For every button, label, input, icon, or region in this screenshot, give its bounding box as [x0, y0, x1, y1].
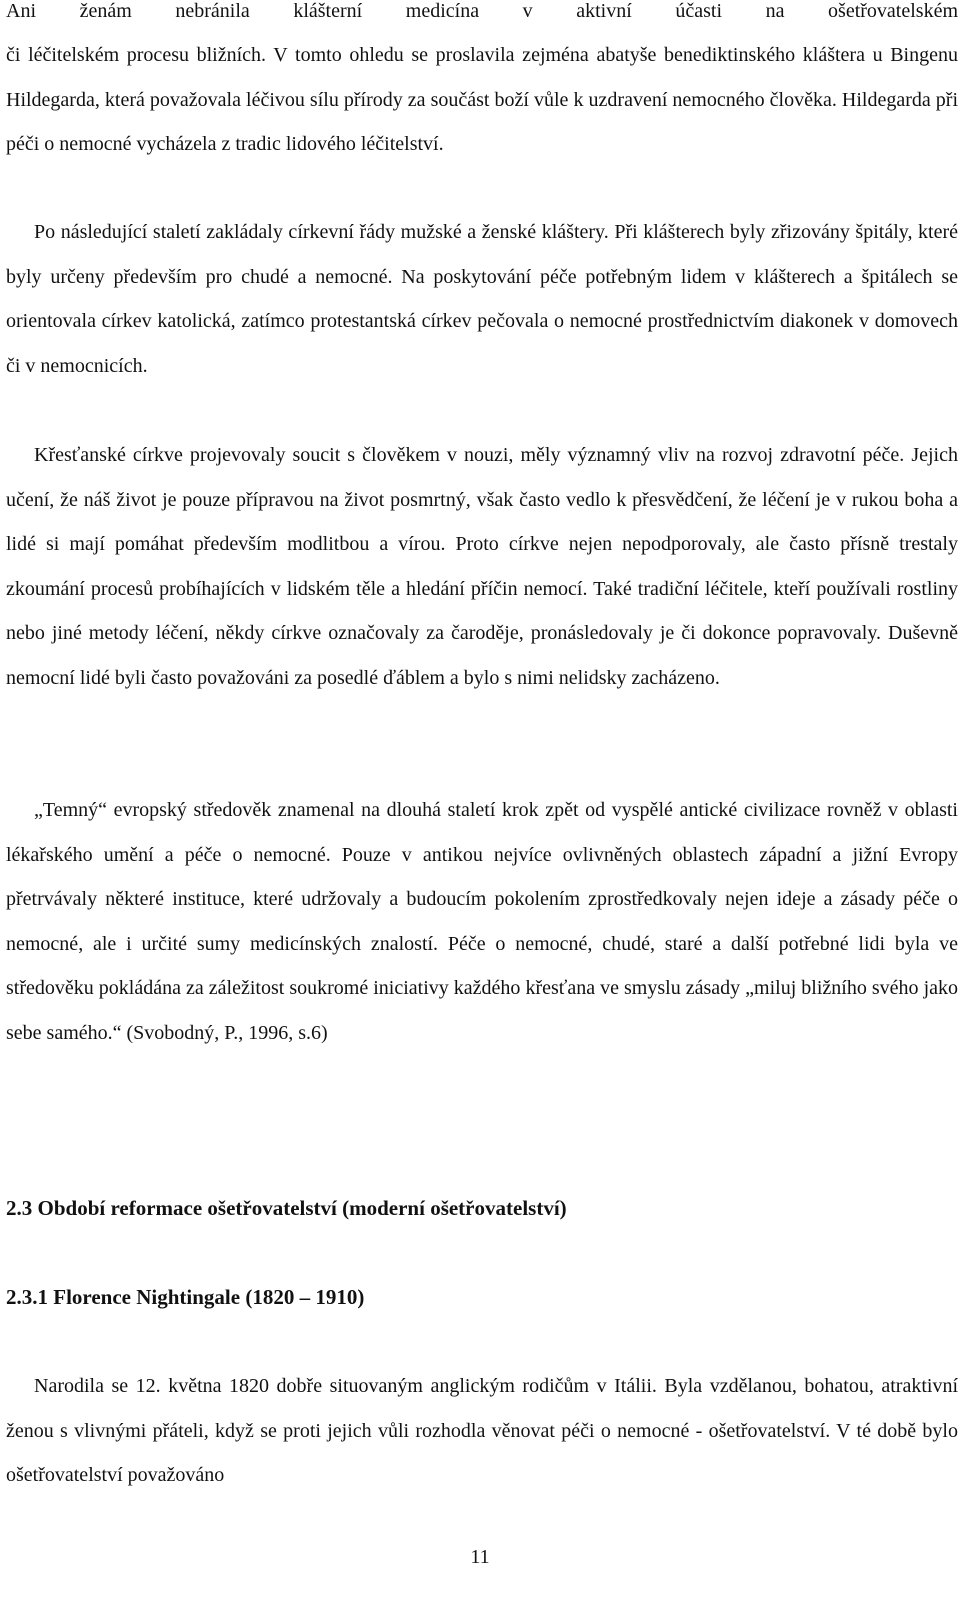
paragraph-dark-middle-ages — [6, 788, 958, 1055]
paragraph-hildegarda — [6, 33, 958, 167]
subsection-heading: 2.3.1 Florence Nightingale (1820 – 1910) — [6, 1285, 365, 1309]
paragraph-nightingale — [6, 1364, 958, 1498]
section-heading: 2.3 Období reformace ošetřovatelství (moderní ošetřovatelství) — [6, 1196, 567, 1220]
paragraph-text: Po následující staletí zakládaly církevní řády mužské a ženské kláštery. Při klášterech byly zřizovány špitály, které byly určeny především pro chudé a nemocné. Na poskytování péče potřebným lidem v klášterech a špitálech se orientovala církev katolická, zatímco protestantská církev pečovala o nemocné prostřednictvím diakonek v domovech či v nemocnicích. — [6, 221, 958, 377]
paragraph-text: „Temný“ evropský středověk znamenal na dlouhá staletí krok zpět od vyspělé antické civilizace rovněž v oblasti lékařského umění a péče o nemocné. Pouze v antikou nejvíce ovlivněných oblastech západní a jižní Evropy přetrvávaly některé instituce, které udržovaly a budoucím pokolením zprostředkovaly nejen ideje a zásady péče o nemocné, ale i určité sumy medicínských znalostí. Péče o nemocné, chudé, staré a další potřebné lidi byla ve středověku pokládána za záležitost soukromé iniciativy každého křesťana ve smyslu zásady „miluj bližního svého jako sebe samého.“ (Svobodný, P., 1996, s.6) — [6, 799, 958, 1044]
paragraph-text: či léčitelském procesu bližních. V tomto ohledu se proslavila zejména abatyše benediktinského kláštera u Bingenu Hildegarda, která považovala léčivou sílu přírody za součást boží vůle k uzdravení nemocného člověka. Hildegarda při péči o nemocné vycházela z tradic lidového léčitelství. — [6, 44, 958, 155]
paragraph-text: Narodila se 12. května 1820 dobře situovaným anglickým rodičům v Itálii. Byla vzdělanou, bohatou, atraktivní ženou s vlivnými přáteli, když se proti jejich vůli rozhodla věnovat péči o nemocné - ošetřovatelství. V té době bylo ošetřovatelství považováno — [6, 1375, 958, 1486]
paragraph-church-orders — [6, 210, 958, 388]
paragraph-text: Křesťanské církve projevovaly soucit s člověkem v nouzi, měly významný vliv na rozvoj zdravotní péče. Jejich učení, že náš život je pouze přípravou na život posmrtný, však často vedlo k přesvědčení, že léčení je v rukou boha a lidé si mají pomáhat především modlitbou a vírou. Proto církve nejen nepodporovaly, ale často přísně trestaly zkoumání procesů probíhajících v lidském těle a hledání příčin nemocí. Také tradiční léčitele, kteří používali rostliny nebo jiné metody léčení, někdy církve označovaly za čaroděje, pronásledovaly je či dokonce popravovaly. Duševně nemocní lidé byli často považováni za posedlé ďáblem a bylo s nimi nelidsky zacházeno. — [6, 444, 958, 689]
page-number: 11 — [470, 1546, 490, 1568]
paragraph-continuation-first-line: Ani ženám nebránila klášterní medicína v aktivní účasti na ošetřovatelském — [6, 0, 958, 22]
paragraph-christian-churches — [6, 433, 958, 700]
